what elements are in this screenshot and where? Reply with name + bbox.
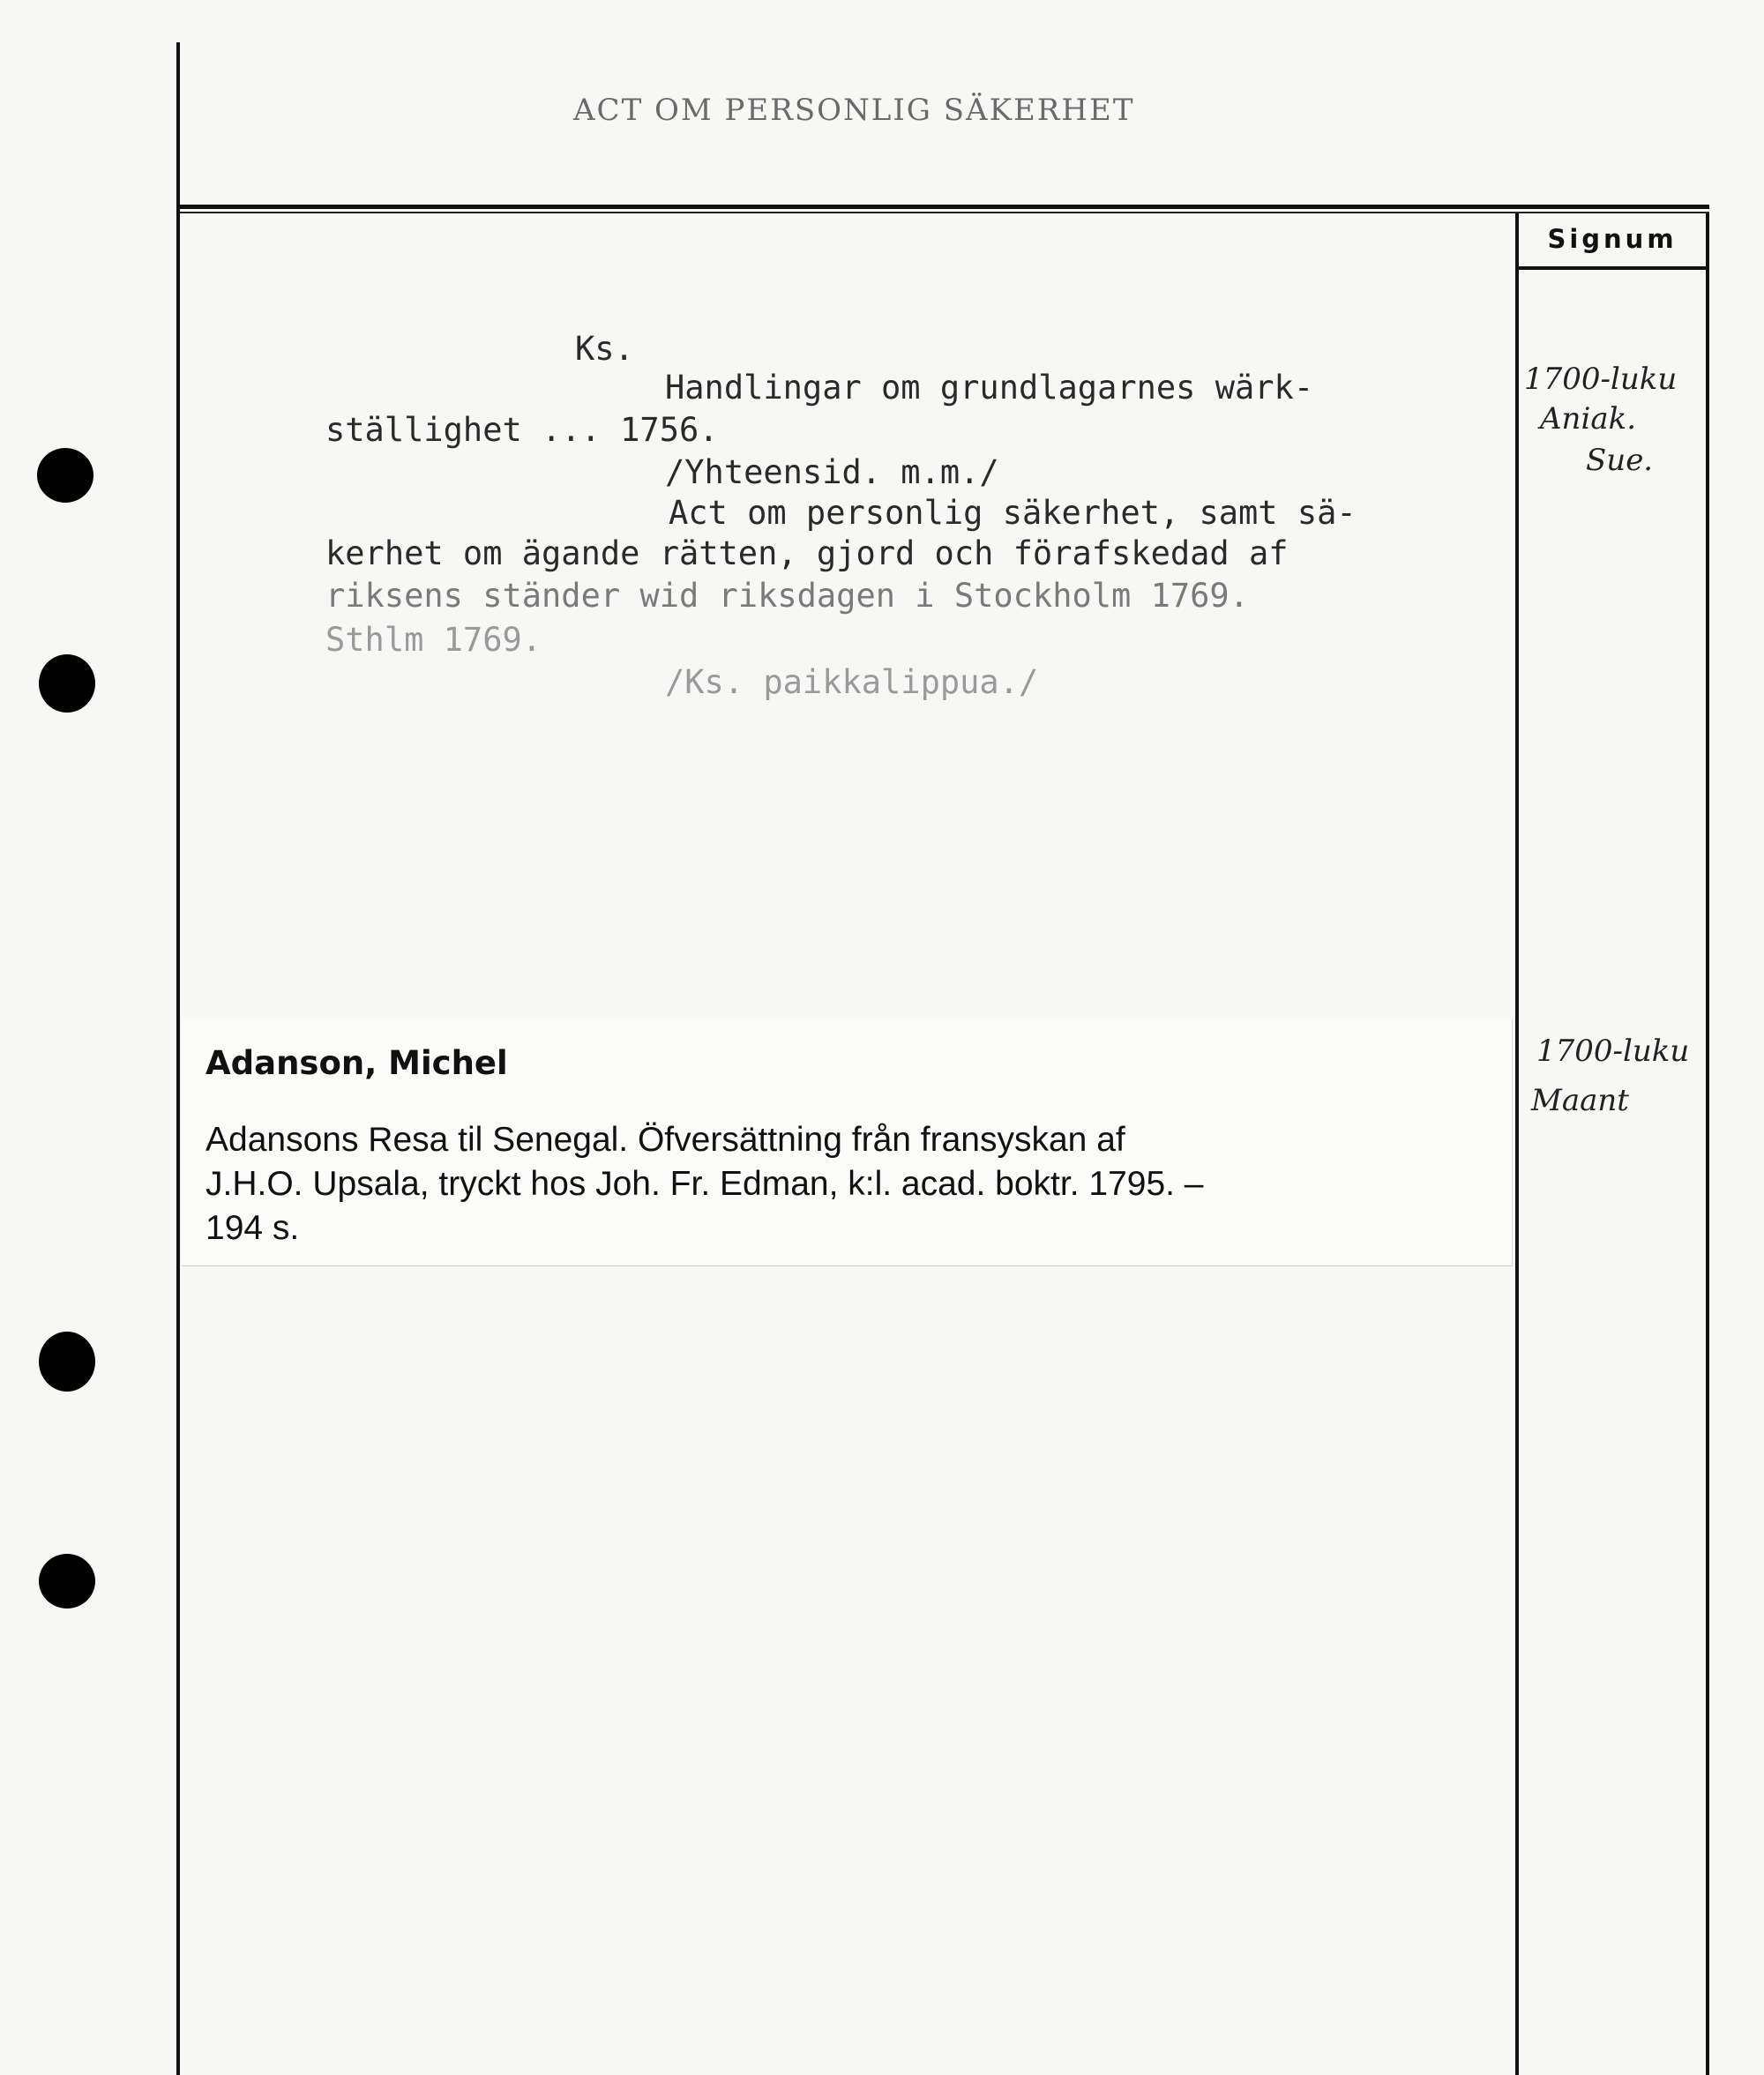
typed-line: Handlingar om grundlagarnes wärk- — [665, 369, 1314, 407]
typed-line: /Ks. paikkalippua./ — [665, 663, 1039, 701]
header-rule-thin — [180, 212, 1709, 213]
handwritten-note: 1700-luku — [1524, 362, 1678, 397]
left-margin-rule — [176, 42, 180, 2075]
punch-hole — [37, 448, 93, 503]
card-heading: ACT OM PERSONLIG SÄKERHET — [573, 93, 1135, 128]
signum-label: Signum — [1547, 224, 1678, 254]
handwritten-note: Sue. — [1586, 443, 1654, 478]
description-line: 194 s. — [206, 1209, 300, 1247]
typed-line: ställighet ... 1756. — [325, 411, 719, 449]
bibliographic-description — [206, 1118, 1379, 1250]
header-rule — [180, 205, 1709, 209]
description-line: J.H.O. Upsala, tryckt hos Joh. Fr. Edman, k:l. acad. boktr. 1795. – — [206, 1165, 1204, 1203]
punch-hole — [39, 654, 95, 713]
handwritten-note: 1700-luku — [1536, 1034, 1690, 1069]
signum-column-border — [1515, 213, 1519, 2075]
author-name: Adanson, Michel — [206, 1044, 508, 1082]
description-line: Adansons Resa til Senegal. Öfversättning från fransyskan af — [206, 1121, 1125, 1159]
typed-line: /Yhteensid. m.m./ — [665, 453, 999, 491]
punch-hole — [39, 1554, 95, 1608]
punch-hole — [39, 1332, 95, 1392]
typed-line: Ks. — [575, 330, 634, 368]
typed-line: Act om personlig säkerhet, samt sä- — [669, 494, 1357, 532]
handwritten-note: Aniak. — [1540, 401, 1637, 437]
typed-line: riksens ständer wid riksdagen i Stockholm 1769. — [325, 577, 1249, 615]
handwritten-note: Maant — [1531, 1083, 1629, 1118]
signum-column-border-right — [1706, 213, 1709, 2075]
typed-line: Sthlm 1769. — [325, 621, 542, 659]
typed-line: kerhet om ägande rätten, gjord och förafskedad af — [325, 534, 1289, 572]
signum-header-rule — [1515, 266, 1709, 270]
